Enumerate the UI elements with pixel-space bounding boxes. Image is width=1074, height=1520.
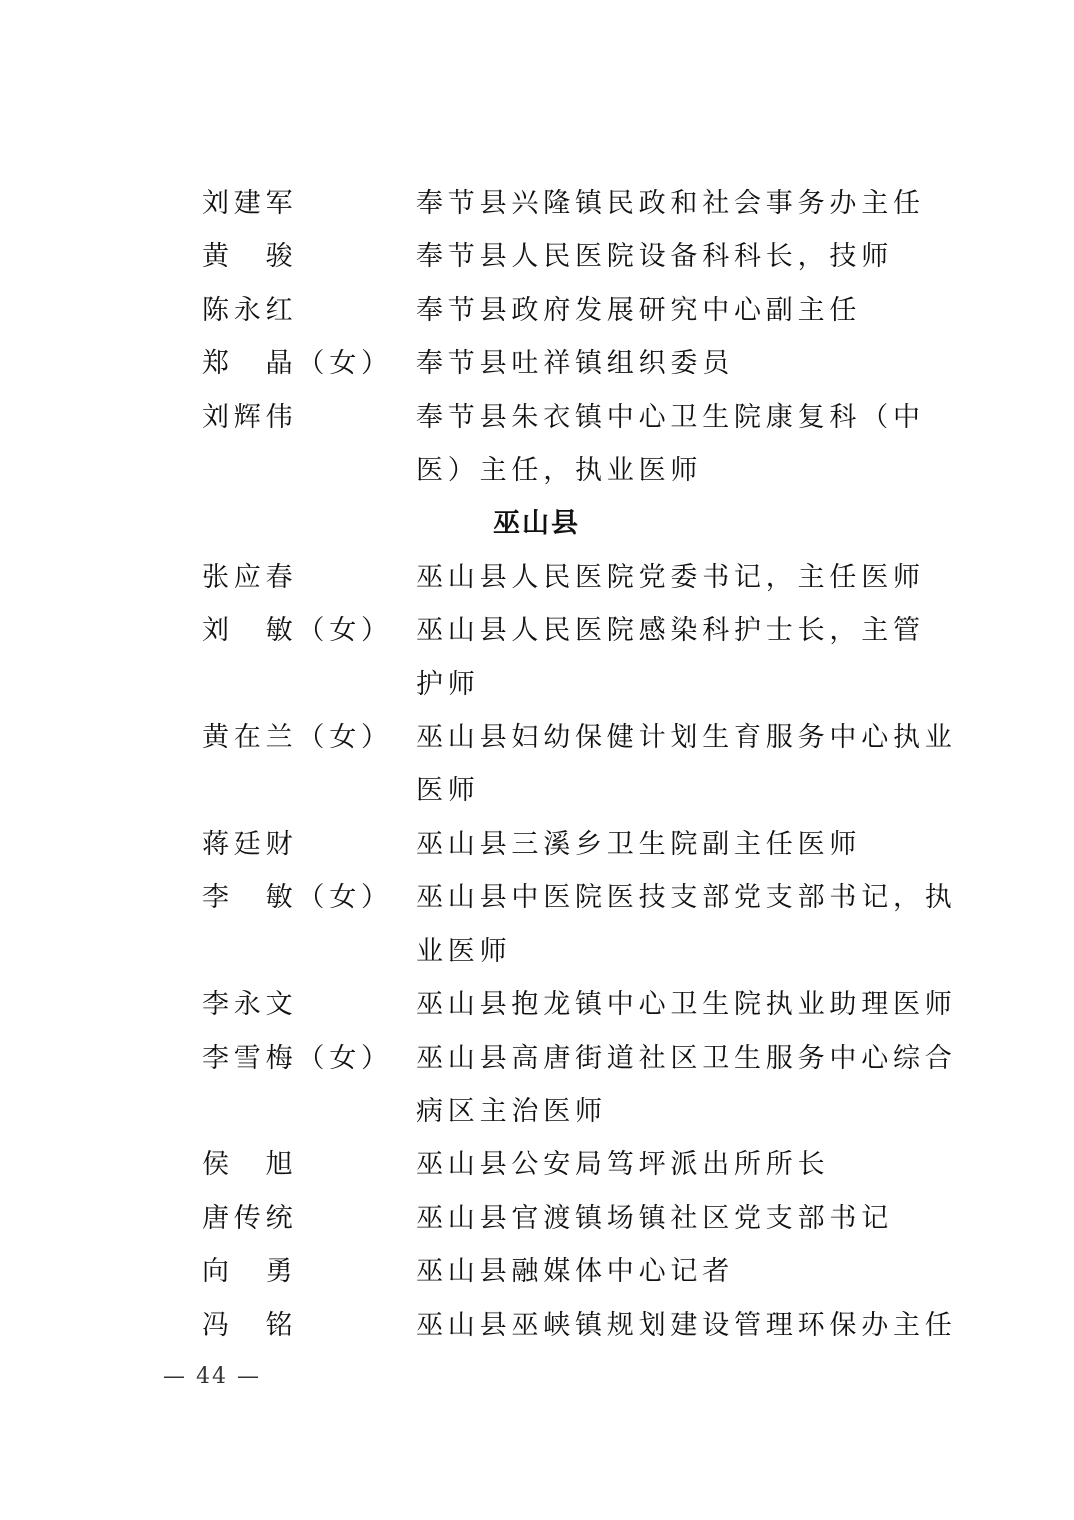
position-line: 巫山县三溪乡卫生院副主任医师 [416, 828, 862, 860]
fengjie-entries [202, 177, 962, 497]
person-name: 李 敏（女） [202, 882, 393, 914]
person-name: 刘建军 [202, 188, 298, 219]
list-item [202, 177, 962, 230]
person-name: 李永文 [202, 989, 298, 1021]
position-line: 奉节县朱衣镇中心卫生院康复科（中 [416, 401, 925, 433]
list-item [202, 551, 962, 604]
person-name: 蒋廷财 [202, 828, 298, 860]
position-line: 巫山县公安局笃坪派出所所长 [416, 1149, 830, 1181]
name-list [202, 177, 962, 1352]
position-line: 巫山县巫峡镇规划建设管理环保办主任 [416, 1309, 957, 1341]
person-name: 陈永红 [202, 294, 298, 326]
person-name: 李雪梅（女） [202, 1042, 393, 1074]
list-item [202, 337, 962, 390]
person-name: 刘 敏（女） [202, 615, 393, 647]
position-line: 护师 [416, 668, 480, 700]
person-name: 唐传统 [202, 1202, 298, 1234]
position-line: 巫山县人民医院党委书记，主任医师 [416, 561, 925, 593]
list-item [202, 1032, 962, 1139]
person-position [416, 711, 956, 818]
person-position [416, 284, 956, 337]
person-position [416, 1032, 956, 1139]
person-name: 黄 骏 [202, 241, 298, 273]
person-position [416, 871, 956, 978]
person-name: 张应春 [202, 561, 298, 593]
person-position [416, 1245, 956, 1298]
person-name: 郑 晶（女） [202, 348, 393, 380]
position-line: 奉节县人民医院设备科科长，技师 [416, 241, 893, 273]
list-item [202, 604, 962, 711]
person-position [416, 391, 956, 498]
position-line: 业医师 [416, 935, 512, 967]
position-line: 病区主治医师 [416, 1095, 607, 1127]
person-position [416, 1192, 956, 1245]
list-item [202, 818, 962, 871]
list-item [202, 1192, 962, 1245]
position-line: 巫山县人民医院感染科护士长，主管 [416, 615, 925, 647]
list-item [202, 978, 962, 1031]
position-line: 巫山县官渡镇场镇社区党支部书记 [416, 1202, 893, 1234]
position-line: 巫山县中医院医技支部党支部书记，执 [416, 882, 957, 914]
person-position [416, 230, 956, 283]
person-name: 冯 铭 [202, 1309, 298, 1341]
list-item [202, 871, 962, 978]
page-number: — 44 — [163, 1364, 261, 1389]
person-position [416, 978, 956, 1031]
section-heading-wushan: 巫山县 [493, 508, 580, 540]
list-item [202, 711, 962, 818]
person-name: 刘辉伟 [202, 401, 298, 433]
list-item [202, 1299, 962, 1352]
position-line: 巫山县高唐街道社区卫生服务中心综合 [416, 1042, 957, 1074]
position-line: 奉节县兴隆镇民政和社会事务办主任 [416, 188, 925, 219]
person-position [416, 1299, 956, 1352]
list-item [202, 1138, 962, 1191]
person-name: 黄在兰（女） [202, 722, 393, 754]
position-line: 奉节县吐祥镇组织委员 [416, 348, 734, 380]
person-name: 侯 旭 [202, 1149, 298, 1181]
list-item [202, 230, 962, 283]
person-position [416, 604, 956, 711]
person-position [416, 551, 956, 604]
position-line: 医师 [416, 775, 480, 807]
person-name: 向 勇 [202, 1256, 298, 1288]
person-position [416, 818, 956, 871]
person-position [416, 177, 956, 230]
list-item [202, 284, 962, 337]
position-line: 巫山县抱龙镇中心卫生院执业助理医师 [416, 989, 957, 1021]
person-position [416, 337, 956, 390]
list-item [202, 391, 962, 498]
position-line: 巫山县妇幼保健计划生育服务中心执业 [416, 722, 957, 754]
person-position [416, 1138, 956, 1191]
list-item [202, 1245, 962, 1298]
position-line: 奉节县政府发展研究中心副主任 [416, 294, 862, 326]
position-line: 医）主任，执业医师 [416, 455, 703, 487]
position-line: 巫山县融媒体中心记者 [416, 1256, 734, 1288]
wushan-entries [202, 551, 962, 1352]
